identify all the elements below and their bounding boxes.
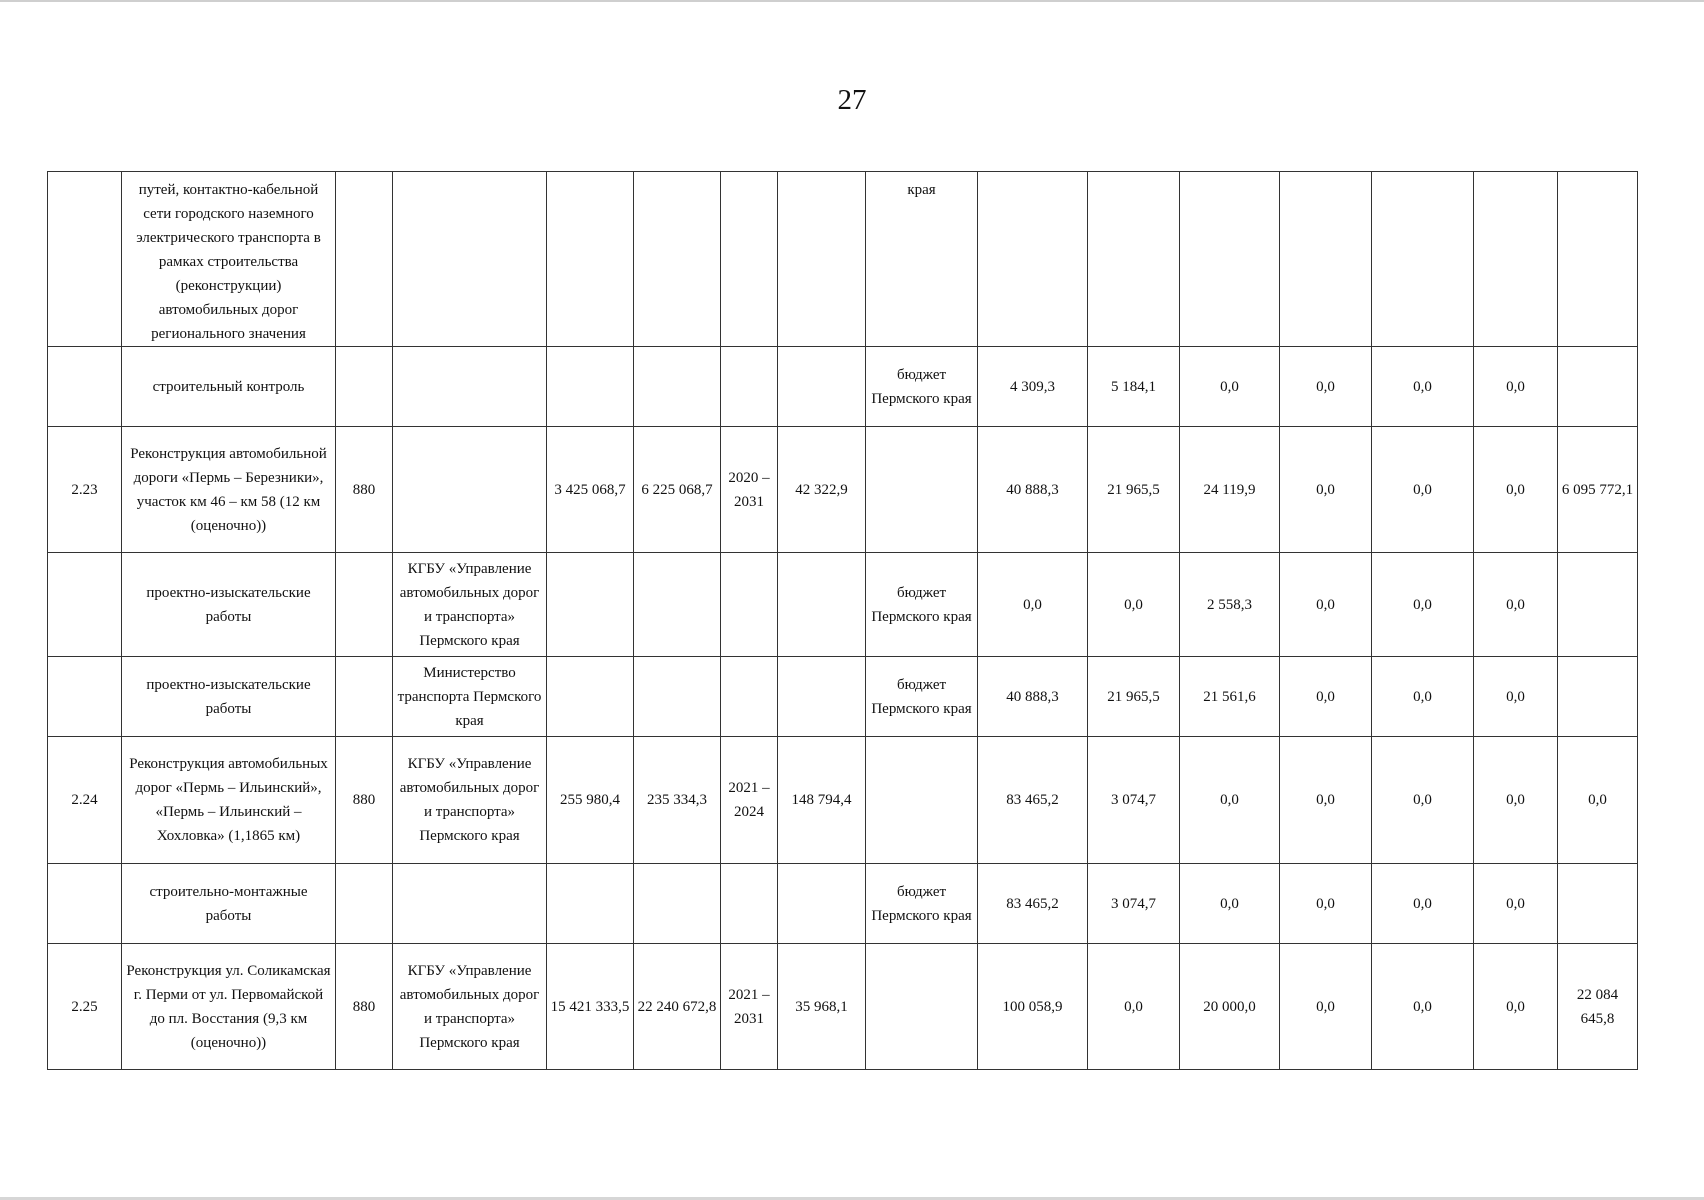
table-cell: бюджет Пермского края — [866, 864, 978, 944]
table-cell: путей, контактно-кабельной сети городского наземного электрического транспорта в рамках строительства (реконструкции) автомобильных дорог регионального значения — [122, 172, 336, 347]
table-cell: 3 074,7 — [1088, 737, 1180, 864]
table-row — [48, 864, 1638, 944]
table-cell — [1088, 172, 1180, 347]
table-cell: 0,0 — [1088, 944, 1180, 1070]
table-cell: 880 — [336, 737, 393, 864]
table-cell: 2.23 — [48, 427, 122, 553]
table-cell: 0,0 — [1474, 864, 1558, 944]
table-cell — [1558, 347, 1638, 427]
table-cell — [778, 657, 866, 737]
table-cell: 2020 – 2031 — [721, 427, 778, 553]
table-cell: проектно-изыскательские работы — [122, 657, 336, 737]
table-cell: 0,0 — [1474, 657, 1558, 737]
page-top-edge — [0, 0, 1704, 2]
table-row — [48, 553, 1638, 657]
table-cell — [721, 347, 778, 427]
table-cell — [393, 427, 547, 553]
table-cell: 6 095 772,1 — [1558, 427, 1638, 553]
table-cell: 2.25 — [48, 944, 122, 1070]
table-cell — [547, 864, 634, 944]
table-cell — [866, 944, 978, 1070]
table-cell — [48, 172, 122, 347]
table-cell — [634, 864, 721, 944]
table-cell: бюджет Пермского края — [866, 657, 978, 737]
table-cell: 0,0 — [1372, 657, 1474, 737]
table-cell: 24 119,9 — [1180, 427, 1280, 553]
table-cell — [721, 864, 778, 944]
table-cell: 0,0 — [1474, 347, 1558, 427]
table-cell — [778, 864, 866, 944]
table-cell: 0,0 — [1280, 657, 1372, 737]
table-cell — [1180, 172, 1280, 347]
table-row — [48, 347, 1638, 427]
table-cell — [778, 172, 866, 347]
table-cell — [634, 553, 721, 657]
table-cell: 0,0 — [978, 553, 1088, 657]
table-cell — [1558, 657, 1638, 737]
table-cell: бюджет Пермского края — [866, 347, 978, 427]
table-cell — [721, 172, 778, 347]
table-cell: 21 965,5 — [1088, 427, 1180, 553]
table-cell — [978, 172, 1088, 347]
table-cell — [1558, 172, 1638, 347]
table-cell: 42 322,9 — [778, 427, 866, 553]
table-cell: строительный контроль — [122, 347, 336, 427]
table-cell: 0,0 — [1372, 944, 1474, 1070]
table-cell: 0,0 — [1474, 944, 1558, 1070]
table-cell: края — [866, 172, 978, 347]
table-cell — [634, 347, 721, 427]
table-cell — [1372, 172, 1474, 347]
table-cell: КГБУ «Управление автомобильных дорог и транспорта» Пермского края — [393, 944, 547, 1070]
table-cell — [48, 347, 122, 427]
table-cell: 0,0 — [1280, 347, 1372, 427]
table-cell: КГБУ «Управление автомобильных дорог и транспорта» Пермского края — [393, 553, 547, 657]
table-cell — [547, 657, 634, 737]
table-cell: 0,0 — [1280, 553, 1372, 657]
table-row — [48, 172, 1638, 347]
table-cell: 0,0 — [1474, 737, 1558, 864]
table-cell: 0,0 — [1180, 737, 1280, 864]
table-cell — [721, 553, 778, 657]
table-row — [48, 737, 1638, 864]
table-cell: 148 794,4 — [778, 737, 866, 864]
table-cell: 2.24 — [48, 737, 122, 864]
table-cell: 0,0 — [1372, 427, 1474, 553]
table-cell: 100 058,9 — [978, 944, 1088, 1070]
table-cell: 255 980,4 — [547, 737, 634, 864]
table-cell: 4 309,3 — [978, 347, 1088, 427]
table-cell: 3 425 068,7 — [547, 427, 634, 553]
table-cell — [393, 347, 547, 427]
table-cell: 5 184,1 — [1088, 347, 1180, 427]
table-cell: проектно-изыскательские работы — [122, 553, 336, 657]
table-cell — [48, 553, 122, 657]
table-cell — [1280, 172, 1372, 347]
table-cell: 0,0 — [1280, 944, 1372, 1070]
table-cell — [336, 657, 393, 737]
table-cell: 0,0 — [1280, 737, 1372, 864]
table-cell: 235 334,3 — [634, 737, 721, 864]
table-cell — [1558, 864, 1638, 944]
table-cell — [336, 864, 393, 944]
table-cell: 0,0 — [1280, 427, 1372, 553]
table-cell — [48, 864, 122, 944]
table-cell — [634, 172, 721, 347]
table-cell: 0,0 — [1474, 553, 1558, 657]
table-cell — [547, 347, 634, 427]
table-row — [48, 657, 1638, 737]
table-cell: 0,0 — [1474, 427, 1558, 553]
table-cell — [393, 172, 547, 347]
table-cell — [866, 737, 978, 864]
table-cell — [336, 553, 393, 657]
table-cell: 40 888,3 — [978, 427, 1088, 553]
table-row — [48, 427, 1638, 553]
table-cell: 21 965,5 — [1088, 657, 1180, 737]
table-cell: Реконструкция автомобильных дорог «Пермь – Ильинский», «Пермь – Ильинский – Хохловка» (1,1865 км) — [122, 737, 336, 864]
table-cell: Реконструкция автомобильной дороги «Пермь – Березники», участок км 46 – км 58 (12 км (оценочно)) — [122, 427, 336, 553]
table-cell: 2 558,3 — [1180, 553, 1280, 657]
table-cell: 880 — [336, 944, 393, 1070]
table-cell: 83 465,2 — [978, 864, 1088, 944]
table-cell: 2021 – 2031 — [721, 944, 778, 1070]
table-cell: 0,0 — [1088, 553, 1180, 657]
table-cell: 3 074,7 — [1088, 864, 1180, 944]
table-cell — [547, 172, 634, 347]
table-cell: 0,0 — [1372, 737, 1474, 864]
table-cell — [547, 553, 634, 657]
table-cell — [1474, 172, 1558, 347]
table-cell: 15 421 333,5 — [547, 944, 634, 1070]
table-cell: 22 240 672,8 — [634, 944, 721, 1070]
table-cell: 21 561,6 — [1180, 657, 1280, 737]
table-cell: Министерство транспорта Пермского края — [393, 657, 547, 737]
table-cell: 0,0 — [1558, 737, 1638, 864]
table-cell — [336, 347, 393, 427]
page-number: 27 — [837, 84, 867, 116]
table-cell — [778, 347, 866, 427]
program-table — [47, 171, 1638, 1070]
table-cell — [1558, 553, 1638, 657]
table-cell: 20 000,0 — [1180, 944, 1280, 1070]
table-cell — [393, 864, 547, 944]
table-cell: Реконструкция ул. Соликамская г. Перми от ул. Первомайской до пл. Восстания (9,3 км (оценочно)) — [122, 944, 336, 1070]
table-cell: 83 465,2 — [978, 737, 1088, 864]
table-cell: 0,0 — [1372, 864, 1474, 944]
table-cell — [721, 657, 778, 737]
table-cell: 6 225 068,7 — [634, 427, 721, 553]
table-row — [48, 944, 1638, 1070]
table-cell: 35 968,1 — [778, 944, 866, 1070]
table-cell: 2021 – 2024 — [721, 737, 778, 864]
table-cell: бюджет Пермского края — [866, 553, 978, 657]
table-cell: строительно-монтажные работы — [122, 864, 336, 944]
table-cell: 0,0 — [1372, 347, 1474, 427]
table-cell: 22 084 645,8 — [1558, 944, 1638, 1070]
table-cell — [778, 553, 866, 657]
table-cell — [634, 657, 721, 737]
table-cell: 40 888,3 — [978, 657, 1088, 737]
table-cell — [336, 172, 393, 347]
table-cell: 0,0 — [1280, 864, 1372, 944]
table-cell — [48, 657, 122, 737]
table-cell: 0,0 — [1180, 347, 1280, 427]
table-cell: 880 — [336, 427, 393, 553]
table-cell: 0,0 — [1180, 864, 1280, 944]
table-cell — [866, 427, 978, 553]
table-cell: 0,0 — [1372, 553, 1474, 657]
table-cell: КГБУ «Управление автомобильных дорог и транспорта» Пермского края — [393, 737, 547, 864]
